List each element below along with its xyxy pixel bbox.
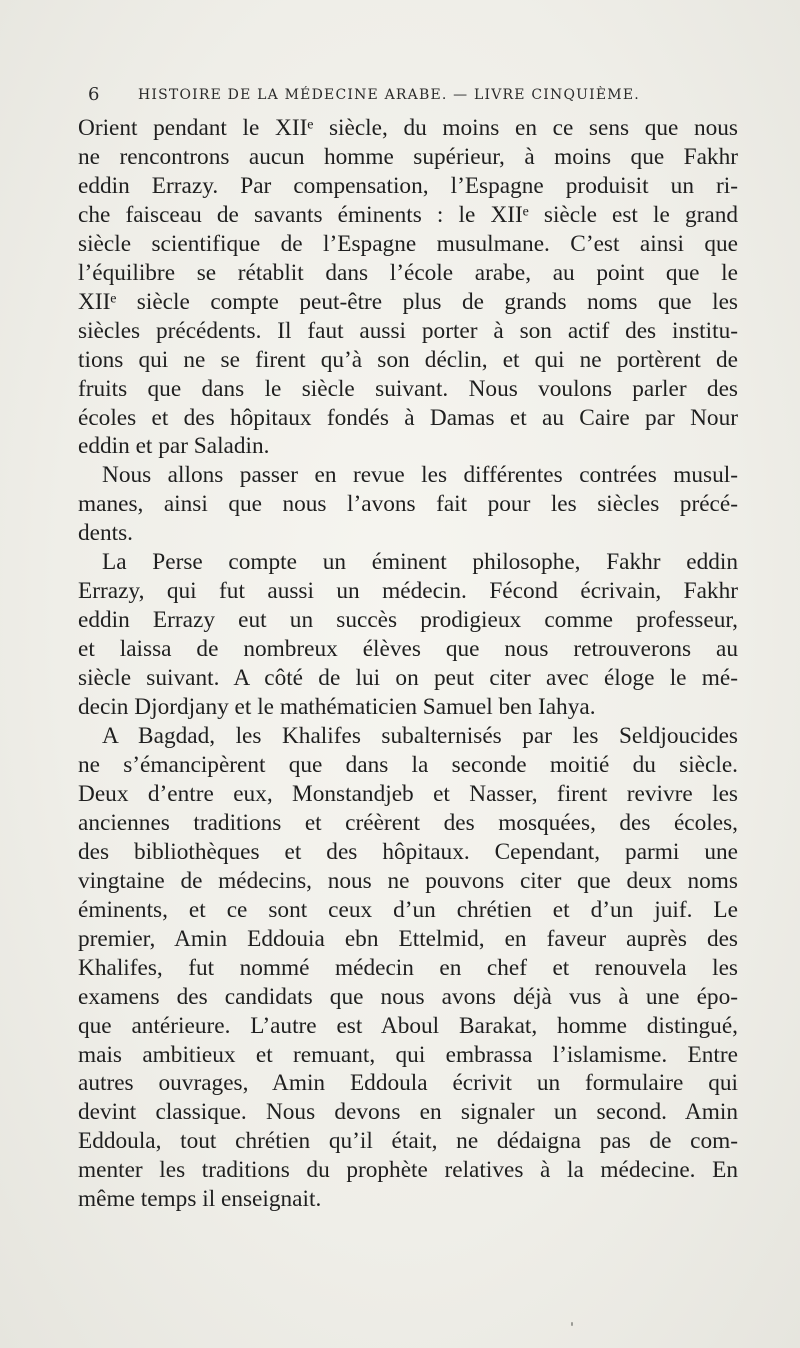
text-line: Nous allons passer en revue les différentes contrées musul- <box>102 462 738 489</box>
text-line: que antérieure. L’autre est Aboul Barakat, homme distingué, <box>78 1012 738 1039</box>
text-line: éminents, et ce sont ceux d’un chrétien et d’un juif. Le <box>78 896 738 923</box>
text-line: dents. <box>78 520 134 547</box>
text-line: Errazy, qui fut aussi un médecin. Fécond écrivain, Fakhr <box>78 578 738 605</box>
text-line: des bibliothèques et des hôpitaux. Cependant, parmi une <box>78 838 738 865</box>
text-line: écoles et des hôpitaux fondés à Damas et au Caire par Nour <box>78 404 738 431</box>
text-line: vingtaine de médecins, nous ne pouvons citer que deux noms <box>78 867 738 894</box>
text-line: eddin Errazy eut un succès prodigieux comme professeur, <box>78 607 738 634</box>
text-line: fruits que dans le siècle suivant. Nous voulons parler des <box>78 375 738 402</box>
text-line: mais ambitieux et remuant, qui embrassa l’islamisme. Entre <box>78 1041 738 1068</box>
text-line: Khalifes, fut nommé médecin en chef et renouvela les <box>78 954 738 981</box>
body-text <box>78 114 738 1214</box>
text-line: tions qui ne se firent qu’à son déclin, et qui ne portèrent de <box>78 346 738 373</box>
page-header <box>80 84 720 110</box>
text-line: et laissa de nombreux élèves que nous retrouverons au <box>78 636 738 663</box>
text-line: ne s’émancipèrent que dans la seconde moitié du siècle. <box>78 751 738 778</box>
text-line: autres ouvrages, Amin Eddoula écrivit un formulaire qui <box>78 1070 738 1097</box>
text-line: XIIᵉ siècle compte peut-être plus de grands noms que les <box>78 288 738 315</box>
text-line: manes, ainsi que nous l’avons fait pour les siècles précé- <box>78 491 738 518</box>
text-line: même temps il enseignait. <box>78 1186 322 1213</box>
text-line: La Perse compte un éminent philosophe, Fakhr eddin <box>102 549 738 576</box>
text-line: Orient pendant le XIIᵉ siècle, du moins en ce sens que nous <box>78 115 738 141</box>
running-head: HISTOIRE DE LA MÉDECINE ARABE. — LIVRE CINQUIÈME. <box>138 87 640 103</box>
paper-speck <box>571 1322 573 1326</box>
text-line: ne rencontrons aucun homme supérieur, à moins que Fakhr <box>78 143 738 170</box>
text-line: anciennes traditions et créèrent des mosquées, des écoles, <box>78 809 738 836</box>
text-line: devint classique. Nous devons en signaler un second. Amin <box>78 1099 738 1126</box>
text-line: premier, Amin Eddouia ebn Ettelmid, en faveur auprès des <box>78 925 738 952</box>
text-line: Eddoula, tout chrétien qu’il était, ne dédaigna pas de com- <box>78 1128 738 1155</box>
text-line: decin Djordjany et le mathématicien Samuel ben Iahya. <box>78 694 596 721</box>
text-line: siècle suivant. A côté de lui on peut citer avec éloge le mé- <box>78 665 738 692</box>
text-line: eddin et par Saladin. <box>78 433 270 460</box>
text-line: l’équilibre se rétablit dans l’école arabe, au point que le <box>78 259 738 286</box>
page-number: 6 <box>88 84 100 105</box>
text-line: siècles précédents. Il faut aussi porter à son actif des institu- <box>78 317 738 344</box>
text-line: Deux d’entre eux, Monstandjeb et Nasser, firent revivre les <box>78 780 738 807</box>
text-line: che faisceau de savants éminents : le XIIᵉ siècle est le grand <box>78 201 738 228</box>
text-line: A Bagdad, les Khalifes subalternisés par les Seldjoucides <box>102 723 738 750</box>
text-line: eddin Errazy. Par compensation, l’Espagne produisit un ri- <box>78 172 738 199</box>
text-line: menter les traditions du prophète relatives à la médecine. En <box>78 1157 738 1184</box>
text-line: examens des candidats que nous avons déjà vus à une épo- <box>78 983 738 1010</box>
text-line: siècle scientifique de l’Espagne musulmane. C’est ainsi que <box>78 230 738 257</box>
